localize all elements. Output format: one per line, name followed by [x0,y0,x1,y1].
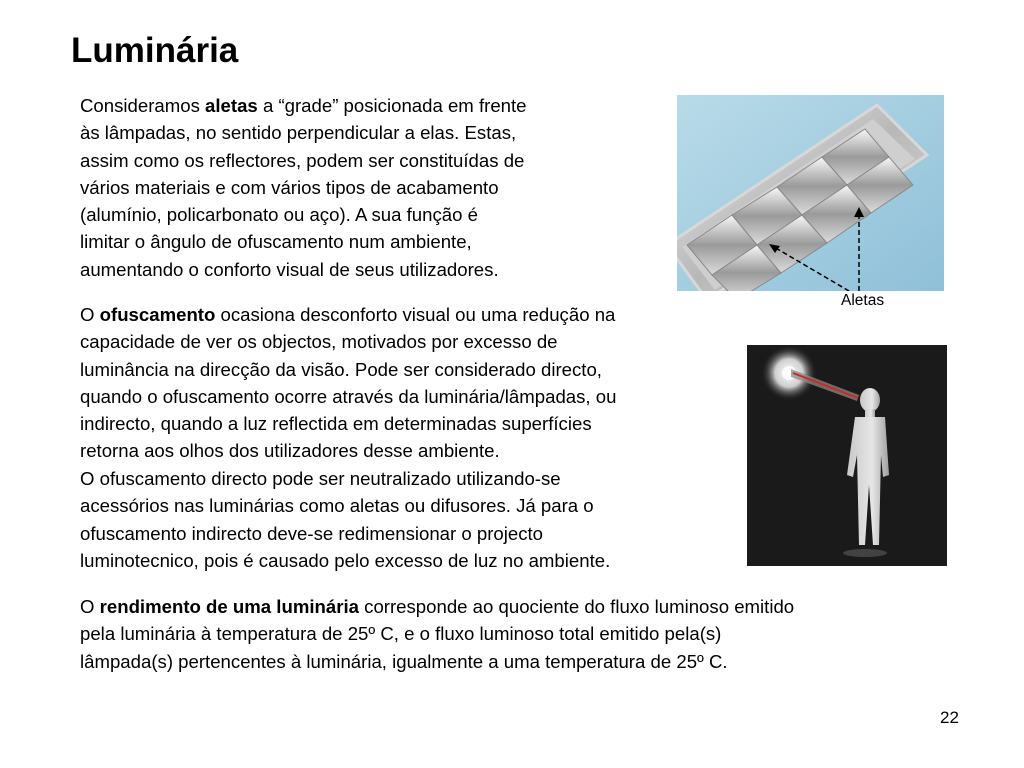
paragraph-rendimento [80,593,794,675]
text-line: aumentando o conforto visual de seus utilizadores. [80,258,499,280]
text-line: O ofuscamento directo pode ser neutralizado utilizando-se [80,468,561,489]
paragraph-ofuscamento-solucao [80,465,610,574]
text-line: luminotecnico, pois é causado pelo excesso de luz no ambiente. [80,549,611,571]
text-line: indirecto, quando a luz reflectida em determinadas superfícies [80,413,592,435]
keyword-aletas: aletas [205,95,258,116]
page-number: 22 [940,708,959,727]
text-line: lâmpada(s) pertencentes à luminária, igualmente a uma temperatura de 25º C. [80,650,728,672]
text-line: pela luminária à temperatura de 25º C, e o fluxo luminoso total emitido pela(s) [80,623,722,645]
text-line: vários materiais e com vários tipos de acabamento [80,176,499,198]
text-line: luminância na direcção da visão. Pode ser considerado directo, [80,358,602,380]
text-line: O rendimento de uma luminária corresponde ao quociente do fluxo luminoso emitido [80,596,795,617]
text-line: O ofuscamento ocasiona desconforto visual ou uma redução na [80,304,616,325]
text-line: às lâmpadas, no sentido perpendicular a elas. Estas, [80,122,517,144]
keyword-rendimento: rendimento de uma luminária [99,596,359,617]
keyword-ofuscamento: ofuscamento [99,304,216,325]
slide-title: Luminária [71,31,239,70]
luminaire-caption: Aletas [841,292,885,309]
luminaire-photo [677,95,944,291]
text-line: Consideramos aletas a “grade” posicionada em frente [80,95,527,116]
text-line: assim como os reflectores, podem ser constituídas de [80,149,525,171]
text-line: capacidade de ver os objectos, motivados por excesso de [80,331,558,353]
glare-illustration [747,345,947,566]
text-line: (alumínio, policarbonato ou aço). A sua função é [80,204,478,226]
paragraph-ofuscamento [80,301,616,465]
text-line: retorna aos olhos dos utilizadores desse ambiente. [80,440,500,462]
text-line: quando o ofuscamento ocorre através da luminária/lâmpadas, ou [80,385,617,407]
text-line: limitar o ângulo de ofuscamento num ambiente, [80,231,472,253]
text-line: ofuscamento indirecto deve-se redimensionar o projecto [80,522,544,544]
text-line: acessórios nas luminárias como aletas ou difusores. Já para o [80,495,594,517]
paragraph-aletas [80,92,527,283]
